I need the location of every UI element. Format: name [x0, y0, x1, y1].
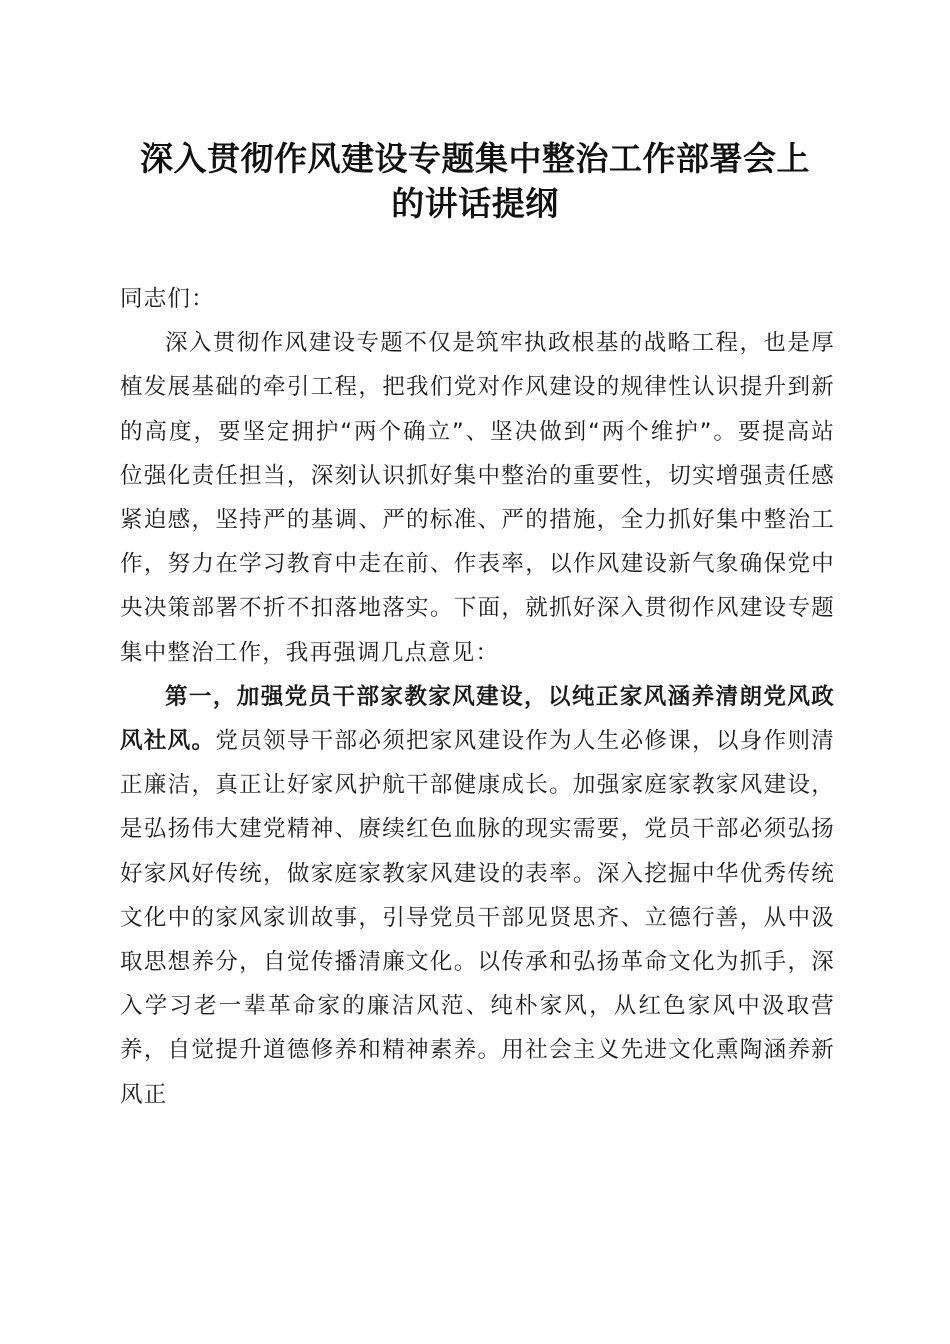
paragraph-point-one-heading: 第一，加强党员干部家教家风建设，以纯正家风涵养清朗党风政风社风。	[120, 683, 835, 755]
paragraph-intro: 深入贯彻作风建设专题不仅是筑牢执政根基的战略工程，也是厚植发展基础的牵引工程，把我们党对作风建设的规律性认识提升到新的高度，要坚定拥护“两个确立”、坚决做到“两个维护”。要提高站位强化责任担当，深刻认识抓好集中整治的重要性，切实增强责任感紧迫感，坚持严的基调、严的标准、严的措施，全力抓好集中整治工作，努力在学习教育中走在前、作表率，以作风建设新气象确保党中央决策部署不折不扣落地落实。下面，就抓好深入贯彻作风建设专题集中整治工作，我再强调几点意见：	[120, 330, 835, 666]
salutation: 同志们：	[120, 286, 215, 312]
paragraph-point-one-body: 党员领导干部必须把家风建设作为人生必修课，以身作则清正廉洁，真正让好家风护航干部健康成长。加强家庭家教家风建设，是弘扬伟大建党精神、赓续红色血脉的现实需要，党员干部必须弘扬好家风好传统，做家庭家教家风建设的表率。深入挖掘中华优秀传统文化中的家风家训故事，引导党员干部见贤思齐、立德行善，从中汲取思想养分，自觉传播清廉文化。以传承和弘扬革命文化为抓手，深入学习老一辈革命家的廉洁风范、纯朴家风，从红色家风中汲取营养，自觉提升道德修养和精神素养。用社会主义先进文化熏陶涵养新风正	[120, 728, 835, 1108]
document-body	[120, 277, 835, 1117]
document-title	[110, 136, 840, 226]
title-line-2: 的讲话提纲	[391, 184, 559, 223]
paragraph-point-one	[120, 675, 835, 1117]
title-line-1: 深入贯彻作风建设专题集中整治工作部署会上	[140, 139, 810, 178]
